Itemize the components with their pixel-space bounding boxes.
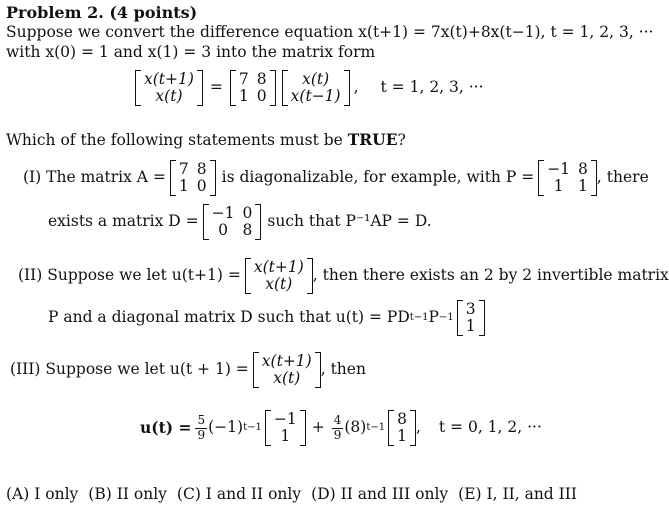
question-bold: TRUE — [347, 130, 398, 149]
lhs-top: x(t+1) — [144, 70, 194, 88]
lhs-bot: x(t) — [155, 87, 183, 106]
choice-b[interactable]: (B) II only — [88, 485, 167, 503]
fraction-5-9: $\frac{5}{9}$ — [197, 413, 206, 442]
statement-i-mid: is diagonalizable, for example, with P = — [221, 168, 535, 187]
a22: 0 — [256, 87, 267, 106]
statement-iii-then: , then — [320, 360, 366, 379]
vector-u-iii: x(t+1) x(t) — [253, 352, 321, 388]
fraction-4-9: $\frac{4}{9}$ — [333, 413, 342, 442]
formula-range: t = 0, 1, 2, ··· — [438, 418, 542, 437]
a12: 8 — [256, 70, 267, 88]
a11: 7 — [238, 70, 249, 88]
statement-ii-line2: P and a diagonal matrix D such that u(t) = PD — [48, 308, 410, 327]
vector-neg1-1: −1 1 — [265, 410, 306, 446]
choice-e[interactable]: (E) I, II, and III — [458, 485, 578, 503]
statement-i-label: (I) The matrix A = — [23, 168, 166, 187]
intro-line-2: with x(0) = 1 and x(1) = 3 into the matrix form — [6, 43, 376, 61]
range-text: t = 1, 2, 3, ··· — [380, 78, 484, 97]
rhs-top: x(t) — [302, 70, 330, 88]
answer-choices — [6, 486, 577, 504]
matrix-a: 7 8 1 0 — [170, 160, 216, 196]
statement-ii-label: (II) Suppose we let u(t+1) = — [18, 266, 241, 285]
rhs-vector — [282, 70, 350, 106]
choice-d[interactable]: (D) II and III only — [311, 485, 449, 503]
lhs-vector — [135, 70, 203, 106]
a21: 1 — [238, 87, 249, 106]
statement-i-line-1 — [23, 160, 649, 196]
statement-iii-formula: u(t) = $\frac{5}{9}$ (−1) t−1 −1 1 + $\frac{4}{9}$ (8) t−1 8 1 , t = 0, 1, 2, ··· — [140, 410, 542, 446]
statement-i-line2-start: exists a matrix D = — [48, 212, 199, 231]
coef-matrix — [230, 70, 276, 106]
statement-i-line2-end: such that P⁻¹AP = D. — [267, 212, 432, 231]
matrix-d: −1 0 0 8 — [203, 204, 262, 240]
statement-ii-line-1 — [18, 258, 669, 294]
matrix-equation: x(t+1) x(t) = 7 8 1 0 x(t) x(t−1) , t = 1, 2, 3, ··· — [135, 70, 484, 106]
intro-line-1: Suppose we convert the difference equation x(t+1) = 7x(t)+8x(t−1), t = 1, 2, 3, ··· — [6, 23, 654, 41]
statement-ii-mid: , then there exists an 2 by 2 invertible matrix — [312, 266, 669, 285]
statement-ii-line-2: P and a diagonal matrix D such that u(t) = PD t−1 P −1 3 1 — [48, 300, 485, 336]
formula-lhs: u(t) = — [140, 418, 192, 438]
statement-iii-line-1 — [10, 352, 366, 388]
vector-u: x(t+1) x(t) — [245, 258, 313, 294]
vector-8-1: 8 1 — [388, 410, 416, 446]
question-text: Which of the following statements must be TRUE? — [6, 130, 406, 149]
choice-a[interactable]: (A) I only — [6, 485, 79, 503]
problem-title: Problem 2. (4 points) — [6, 3, 198, 22]
statement-i-end: , there — [596, 168, 649, 187]
statement-i-line-2 — [48, 204, 432, 240]
matrix-p: −1 8 1 1 — [538, 160, 597, 196]
statement-iii-label: (III) Suppose we let u(t + 1) = — [10, 360, 249, 379]
rhs-bot: x(t−1) — [290, 87, 341, 106]
choice-c[interactable]: (C) I and II only — [176, 485, 302, 503]
vector-3-1: 3 1 — [457, 300, 485, 336]
